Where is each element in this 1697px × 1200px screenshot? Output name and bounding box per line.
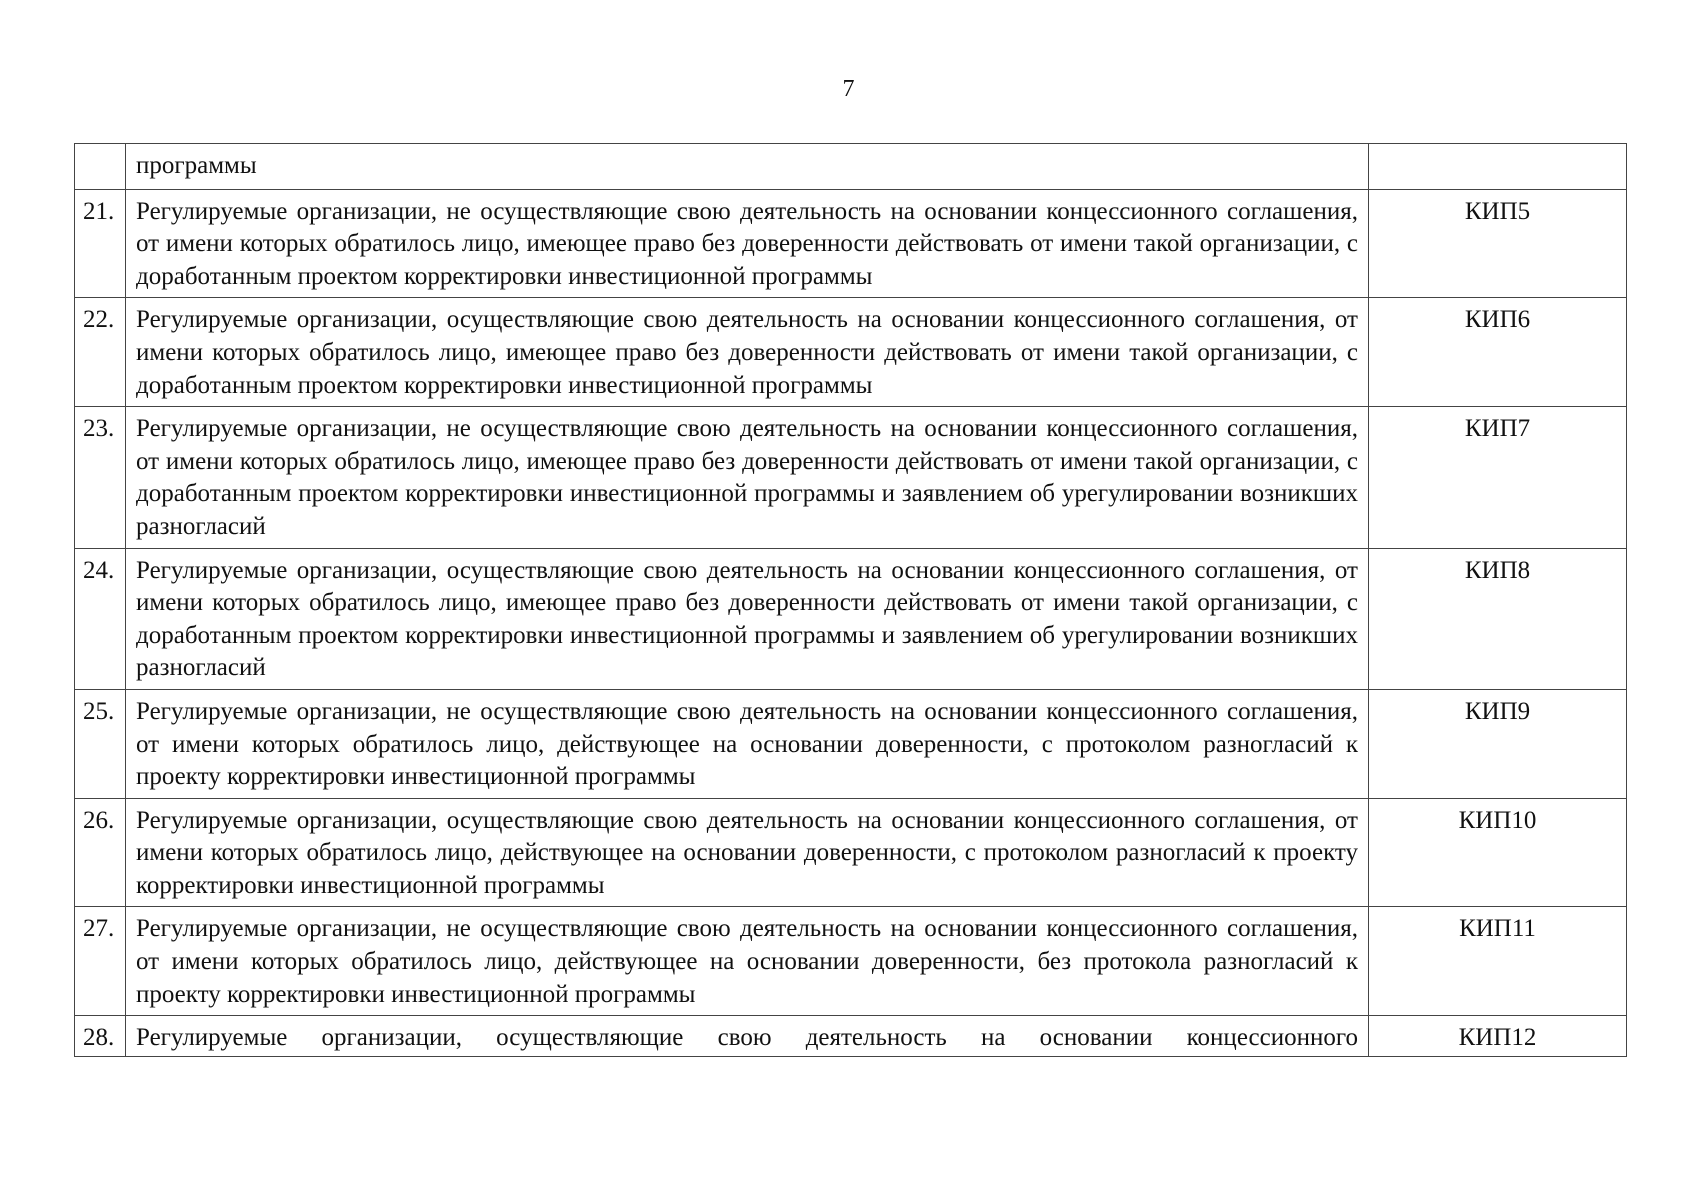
- page-number: 7: [842, 76, 855, 102]
- table-row: [75, 548, 1627, 689]
- row-number: 26.: [75, 798, 126, 907]
- row-description: Регулируемые организации, осуществляющие свою деятельность на основании концессионного соглашения, от имени которых обратилось лицо, имеющее право без доверенности действовать от имени такой организации, с доработанным проектом корректировки инвестиционной программы и заявлением об урегулировании возникших разногласий: [126, 548, 1369, 689]
- table-row: [75, 298, 1627, 407]
- row-description: Регулируемые организации, не осуществляющие свою деятельность на основании концессионного соглашения, от имени которых обратилось лицо, действующее на основании доверенности, с протоколом разногласий к проекту корректировки инвестиционной программы: [126, 689, 1369, 798]
- row-code: КИП5: [1369, 189, 1627, 298]
- row-description: Регулируемые организации, не осуществляющие свою деятельность на основании концессионного соглашения, от имени которых обратилось лицо, имеющее право без доверенности действовать от имени такой организации, с доработанным проектом корректировки инвестиционной программы: [126, 189, 1369, 298]
- row-code: КИП7: [1369, 407, 1627, 548]
- table-row: [75, 407, 1627, 548]
- row-code: КИП8: [1369, 548, 1627, 689]
- row-code: КИП11: [1369, 907, 1627, 1016]
- row-number: 23.: [75, 407, 126, 548]
- row-code: КИП10: [1369, 798, 1627, 907]
- classification-table: [74, 143, 1627, 1057]
- row-number: 22.: [75, 298, 126, 407]
- table-row-continuation: [75, 144, 1627, 190]
- row-code: КИП9: [1369, 689, 1627, 798]
- row-description: Регулируемые организации, не осуществляющие свою деятельность на основании концессионного соглашения, от имени которых обратилось лицо, имеющее право без доверенности действовать от имени такой организации, с доработанным проектом корректировки инвестиционной программы и заявлением об урегулировании возникших разногласий: [126, 407, 1369, 548]
- row-number: 24.: [75, 548, 126, 689]
- row-description-text: Регулируемые организации, осуществляющие свою деятельность на основании концессионного: [136, 1024, 1358, 1052]
- row-number: 25.: [75, 689, 126, 798]
- row-description: Регулируемые организации, осуществляющие свою деятельность на основании концессионного соглашения, от имени которых обратилось лицо, имеющее право без доверенности действовать от имени такой организации, с доработанным проектом корректировки инвестиционной программы: [126, 298, 1369, 407]
- row-number: [75, 144, 126, 190]
- row-number: 27.: [75, 907, 126, 1016]
- row-number: 21.: [75, 189, 126, 298]
- table-row: [75, 689, 1627, 798]
- row-description: программы: [126, 144, 1369, 190]
- table-row: [75, 907, 1627, 1016]
- row-code: КИП12: [1369, 1016, 1627, 1057]
- row-description: Регулируемые организации, осуществляющие свою деятельность на основании концессионного соглашения, от имени которых обратилось лицо, действующее на основании доверенности, с протоколом разногласий к проекту корректировки инвестиционной программы: [126, 798, 1369, 907]
- row-description: [126, 1016, 1369, 1057]
- table-row: [75, 189, 1627, 298]
- table-row-cut-off: [75, 1016, 1627, 1057]
- row-code: КИП6: [1369, 298, 1627, 407]
- row-number: 28.: [75, 1016, 126, 1057]
- table-row: [75, 798, 1627, 907]
- row-description: Регулируемые организации, не осуществляющие свою деятельность на основании концессионного соглашения, от имени которых обратилось лицо, действующее на основании доверенности, без протокола разногласий к проекту корректировки инвестиционной программы: [126, 907, 1369, 1016]
- row-code: [1369, 144, 1627, 190]
